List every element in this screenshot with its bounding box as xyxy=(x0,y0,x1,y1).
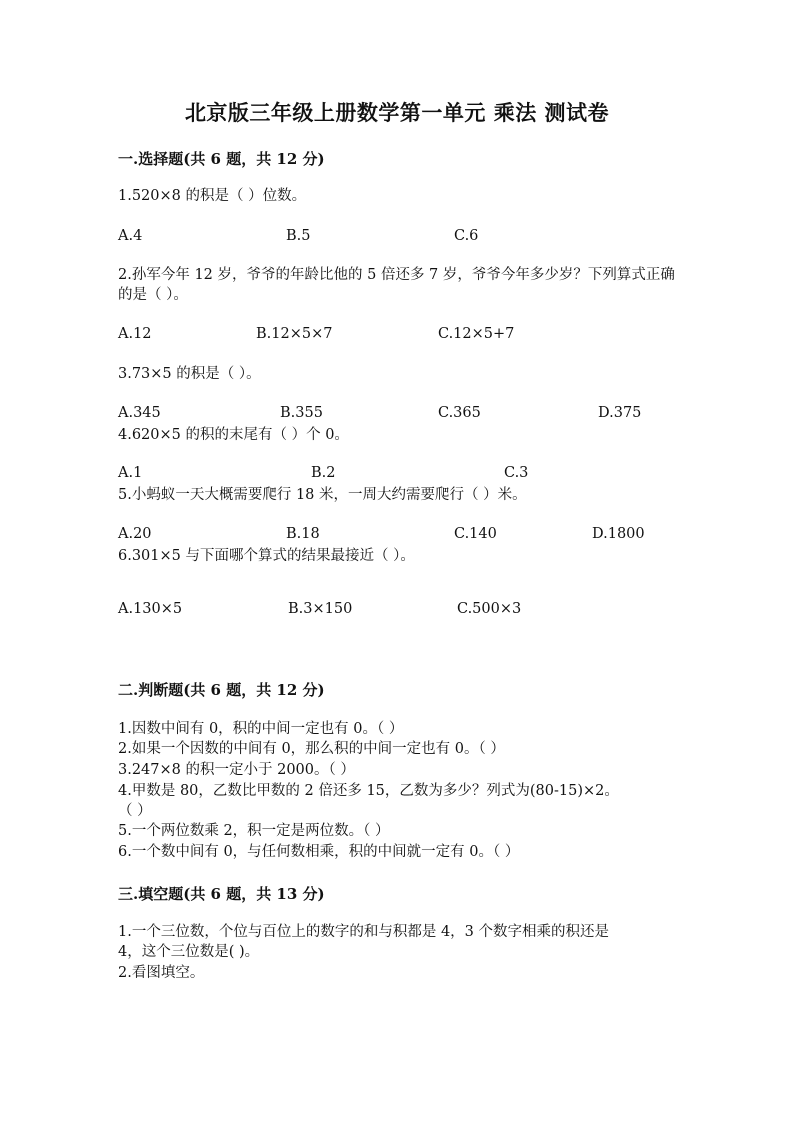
judgment-item: 3.247×8 的积一定小于 2000。（ ） xyxy=(118,762,355,778)
question-2: 2.孙军今年 12 岁，爷爷的年龄比他的 5 倍还多 7 岁，爷爷今年多少岁？下列算式正确的是（ ）。 xyxy=(118,267,675,303)
judgment-item: 5.一个两位数乘 2，积一定是两位数。（ ） xyxy=(118,823,390,839)
question-6: 6.301×5 与下面哪个算式的结果最接近（ ）。 xyxy=(118,548,415,564)
q2-option-c: C.12×5+7 xyxy=(438,326,515,342)
section-heading-choice: 一.选择题(共 6 题，共 12 分) xyxy=(118,150,325,168)
question-1: 1.520×8 的积是（ ）位数。 xyxy=(118,188,307,204)
q6-option-a: A.130×5 xyxy=(118,601,183,617)
fill-item: 1.一个三位数，个位与百位上的数字的和与积都是 4，3 个数字相乘的积还是 xyxy=(118,924,610,940)
q4-option-b: B.2 xyxy=(311,465,336,481)
q2-option-b: B.12×5×7 xyxy=(256,326,333,342)
q4-option-c: C.3 xyxy=(504,465,529,481)
q3-option-b: B.355 xyxy=(280,405,323,421)
judgment-item: 6.一个数中间有 0，与任何数相乘，积的中间就一定有 0。（ ） xyxy=(118,844,520,860)
fill-item: 2.看图填空。 xyxy=(118,965,205,981)
fill-item: 4，这个三位数是( )。 xyxy=(118,944,260,960)
q1-option-a: A.4 xyxy=(118,228,143,244)
q3-option-a: A.345 xyxy=(118,405,161,421)
q4-option-a: A.1 xyxy=(118,465,143,481)
judgment-item: 1.因数中间有 0，积的中间一定也有 0。（ ） xyxy=(118,721,404,737)
section-heading-judgment: 二.判断题(共 6 题，共 12 分) xyxy=(118,681,325,699)
page-title: 北京版三年级上册数学第一单元 乘法 测试卷 xyxy=(184,100,610,125)
question-3: 3.73×5 的积是（ ）。 xyxy=(118,366,261,382)
q5-option-d: D.1800 xyxy=(592,526,645,542)
judgment-item: 4.甲数是 80，乙数比甲数的 2 倍还多 15，乙数为多少？列式为(80-15)×2。 xyxy=(118,783,619,799)
section-heading-fill: 三.填空题(共 6 题，共 13 分) xyxy=(118,885,325,903)
q5-option-a: A.20 xyxy=(118,526,152,542)
q6-option-c: C.500×3 xyxy=(457,601,522,617)
q3-option-c: C.365 xyxy=(438,405,481,421)
q2-option-a: A.12 xyxy=(118,326,152,342)
q1-option-b: B.5 xyxy=(286,228,311,244)
q3-option-d: D.375 xyxy=(598,405,642,421)
q1-option-c: C.6 xyxy=(454,228,479,244)
q5-option-b: B.18 xyxy=(286,526,320,542)
question-4: 4.620×5 的积的末尾有（ ）个 0。 xyxy=(118,427,349,443)
q6-option-b: B.3×150 xyxy=(288,601,353,617)
question-5: 5.小蚂蚁一天大概需要爬行 18 米，一周大约需要爬行（ ）米。 xyxy=(118,487,527,503)
q5-option-c: C.140 xyxy=(454,526,497,542)
judgment-item: 2.如果一个因数的中间有 0，那么积的中间一定也有 0。（ ） xyxy=(118,741,505,757)
judgment-item: （ ） xyxy=(118,803,152,819)
